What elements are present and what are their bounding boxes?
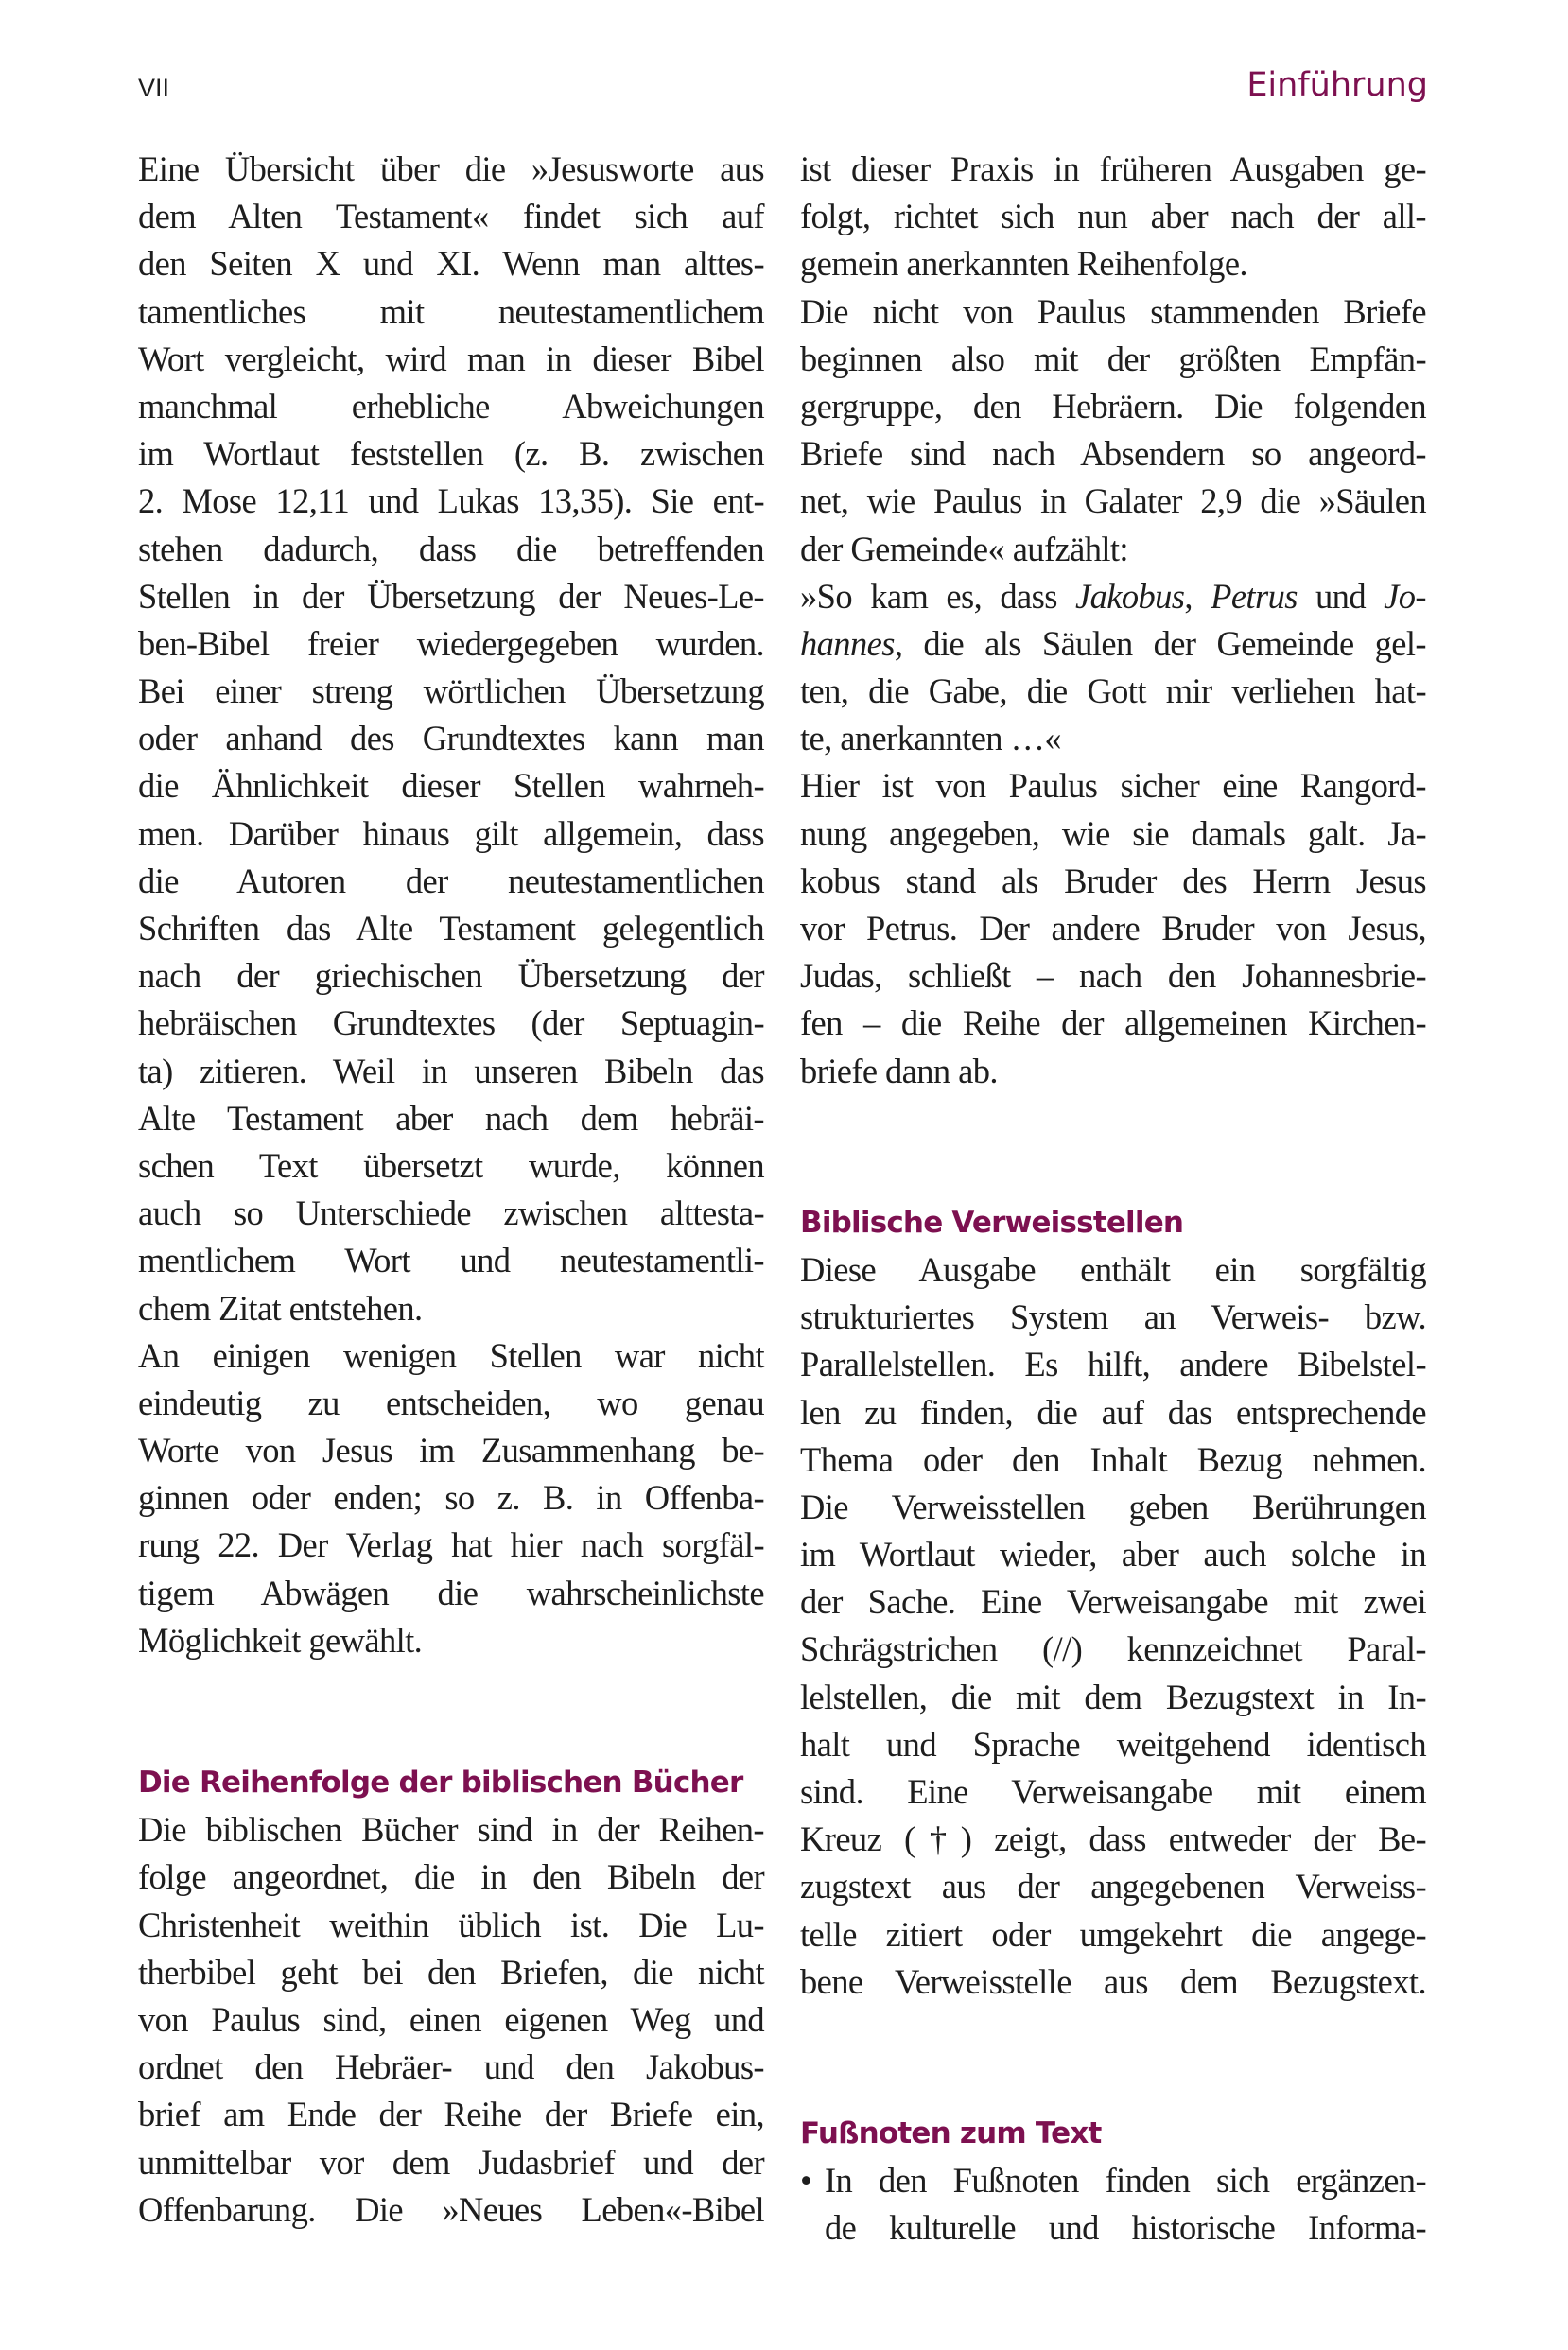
text-line: vor Petrus. Der andere Bruder von Jesus, [800, 909, 1426, 948]
text-line: halt und Sprache weitgehend identisch [800, 1724, 1426, 1764]
text-line: Schriften das Alte Testament gelegentlich [138, 909, 764, 948]
intro-paragraph [138, 146, 764, 1332]
text-line: An einigen wenigen Stellen war nicht [138, 1335, 764, 1375]
quote-line [800, 620, 1426, 668]
text-line: 2. Mose 12,11 und Lukas 13,35). Sie ent- [138, 481, 764, 521]
text-line: Diese Ausgabe enthält ein sorgfältig [800, 1249, 1426, 1289]
text-line: ordnet den Hebräer- und den Jakobus- [138, 2047, 764, 2087]
text-line: ist dieser Praxis in früheren Ausgaben ge- [800, 149, 1426, 188]
text-line: Worte von Jesus im Zusammenhang be- [138, 1431, 764, 1471]
text-line: nach der griechischen Übersetzung der [138, 956, 764, 996]
text-line: Kreuz (†) zeigt, dass entweder der Be- [800, 1819, 1426, 1859]
text-line: folge angeordnet, die in den Bibeln der [138, 1857, 764, 1897]
bullet-text: In den Fußnoten finden sich ergänzen- [825, 2161, 1426, 2201]
paragraph-cross-references [800, 1246, 1426, 2006]
quote-line: te, anerkannten …« [800, 719, 1062, 758]
text-line: Hier ist von Paulus sicher eine Rangord- [800, 766, 1426, 806]
text-line: zugstext aus der angegebenen Verweiss- [800, 1867, 1426, 1906]
bullet-item-continuation [800, 2204, 1426, 2252]
text-line: Christenheit weithin üblich ist. Die Lu- [138, 1905, 764, 1944]
quote-text: , die als Säulen der Gemeinde gel- [894, 623, 1426, 663]
paragraph-continuation [800, 146, 1426, 288]
text-line: stehen dadurch, dass die betreffenden [138, 529, 764, 568]
text-line: die Autoren der neutestamentlichen [138, 861, 764, 900]
text-line: briefe dann ab. [800, 1051, 998, 1090]
text-line: strukturiertes System an Verweis- bzw. [800, 1297, 1426, 1337]
text-line: im Wortlaut wieder, aber auch solche in [800, 1535, 1426, 1575]
right-column [800, 146, 1426, 2253]
quote-text: und [1297, 576, 1385, 616]
text-line: kobus stand als Bruder des Herrn Jesus [800, 861, 1426, 900]
italic-name: Jakobus [1075, 576, 1185, 616]
text-line: eindeutig zu entscheiden, wo genau [138, 1383, 764, 1422]
italic-name: Petrus [1211, 576, 1298, 616]
section-spacer [138, 1664, 764, 1759]
section-heading-footnotes: Fußnoten zum Text [800, 2115, 1102, 2150]
text-line: Thema oder den Inhalt Bezug nehmen. [800, 1439, 1426, 1479]
text-line: lelstellen, die mit dem Bezugstext in In- [800, 1677, 1426, 1716]
text-line: dem Alten Testament« findet sich auf [138, 197, 764, 236]
text-line: Die biblischen Bücher sind in der Reihen- [138, 1810, 764, 1850]
text-line: folgt, richtet sich nun aber nach der all- [800, 197, 1426, 236]
text-line: gemein anerkannten Reihenfolge. [800, 244, 1247, 284]
text-line: manchmal erhebliche Abweichungen [138, 386, 764, 426]
text-line: Alte Testament aber nach dem hebräi- [138, 1098, 764, 1138]
text-line: Parallelstellen. Es hilft, andere Bibelstel- [800, 1345, 1426, 1384]
bullet-icon: • [800, 2161, 812, 2201]
text-line: chem Zitat entstehen. [138, 1288, 423, 1328]
text-line: men. Darüber hinaus gilt allgemein, dass [138, 813, 764, 853]
text-line: bene Verweisstelle aus dem Bezugstext. [800, 1961, 1426, 2001]
text-line: mentlichem Wort und neutestamentli- [138, 1241, 764, 1280]
running-head-title: Einführung [1246, 66, 1428, 104]
paragraph-letter-order [800, 288, 1426, 573]
text-line: tigem Abwägen die wahrscheinlichste [138, 1573, 764, 1612]
text-line: gergruppe, den Hebräern. Die folgenden [800, 386, 1426, 426]
text-line: nung angegeben, wie sie damals galt. Ja- [800, 813, 1426, 853]
text-line: den Seiten X und XI. Wenn man alttes- [138, 244, 764, 284]
text-line: tamentliches mit neutestamentlichem [138, 291, 764, 331]
text-line: der Sache. Eine Verweisangabe mit zwei [800, 1582, 1426, 1622]
text-line: ginnen oder enden; so z. B. in Offenba- [138, 1478, 764, 1518]
text-line: Die nicht von Paulus stammenden Briefe [800, 291, 1426, 331]
text-line: Offenbarung. Die »Neues Leben«-Bibel [138, 2189, 764, 2229]
text-line: oder anhand des Grundtextes kann man [138, 719, 764, 758]
page-number: VII [138, 74, 170, 102]
text-line: brief am Ende der Reihe der Briefe ein, [138, 2095, 764, 2134]
text-line: schen Text übersetzt wurde, können [138, 1145, 764, 1185]
paragraph-ranking [800, 762, 1426, 1094]
text-line: Eine Übersicht über die »Jesusworte aus [138, 149, 764, 188]
text-line: unmittelbar vor dem Judasbrief und der [138, 2142, 764, 2182]
text-line: telle zitiert oder umgekehrt die angege- [800, 1914, 1426, 1954]
text-line: von Paulus sind, einen eigenen Weg und [138, 1999, 764, 2039]
quote-line: ten, die Gabe, die Gott mir verliehen hat- [800, 671, 1426, 711]
text-line: Stellen in der Übersetzung der Neues-Le- [138, 576, 764, 616]
text-line: Die Verweisstellen geben Berührungen [800, 1487, 1426, 1526]
quote-line [800, 573, 1426, 620]
text-line: Briefe sind nach Absendern so angeord- [800, 434, 1426, 474]
section-heading-book-order: Die Reihenfolge der biblischen Bücher [138, 1766, 743, 1800]
text-line: sind. Eine Verweisangabe mit einem [800, 1772, 1426, 1811]
italic-name: hannes [800, 623, 895, 663]
paragraph-book-order [138, 1806, 764, 2234]
left-column [138, 146, 764, 2234]
text-line: Wort vergleicht, wird man in dieser Bibel [138, 339, 764, 378]
text-line: ben-Bibel freier wiedergegeben wurden. [138, 623, 764, 663]
text-line: therbibel geht bei den Briefen, die nicht [138, 1952, 764, 1992]
text-line: Judas, schließt – nach den Johannesbrie- [800, 956, 1426, 996]
text-line: Bei einer streng wörtlichen Übersetzung [138, 671, 764, 711]
section-spacer [800, 2006, 1426, 2110]
paragraph-ambiguity [138, 1332, 764, 1664]
italic-name: Jo- [1384, 576, 1426, 616]
footnotes-bullet-list [800, 2157, 1426, 2252]
text-line: rung 22. Der Verlag hat hier nach sorgfäl- [138, 1525, 764, 1565]
text-line: net, wie Paulus in Galater 2,9 die »Säulen [800, 481, 1426, 521]
bullet-text: de kulturelle und historische Informa- [825, 2208, 1426, 2248]
text-line: hebräischen Grundtextes (der Septuagin- [138, 1003, 764, 1043]
text-line: fen – die Reihe der allgemeinen Kirchen- [800, 1003, 1426, 1043]
text-line: Möglichkeit gewählt. [138, 1620, 423, 1660]
text-line: der Gemeinde« aufzählt: [800, 529, 1128, 568]
quote-text: »So kam es, dass [800, 576, 1075, 616]
text-line: ta) zitieren. Weil in unseren Bibeln das [138, 1051, 764, 1090]
section-heading-cross-references: Biblische Verweisstellen [800, 1205, 1184, 1240]
section-spacer [800, 1095, 1426, 1199]
quote-text: , [1184, 576, 1211, 616]
text-line: im Wortlaut feststellen (z. B. zwischen [138, 434, 764, 474]
bullet-item [800, 2157, 1426, 2204]
text-line: beginnen also mit der größten Empfän- [800, 339, 1426, 378]
text-line: Schrägstrichen (//) kennzeichnet Paral- [800, 1629, 1426, 1669]
text-line: len zu finden, die auf das entsprechende [800, 1392, 1426, 1432]
text-line: auch so Unterschiede zwischen alttesta- [138, 1193, 764, 1233]
scripture-quote [800, 573, 1426, 763]
text-line: die Ähnlichkeit dieser Stellen wahrneh- [138, 766, 764, 806]
